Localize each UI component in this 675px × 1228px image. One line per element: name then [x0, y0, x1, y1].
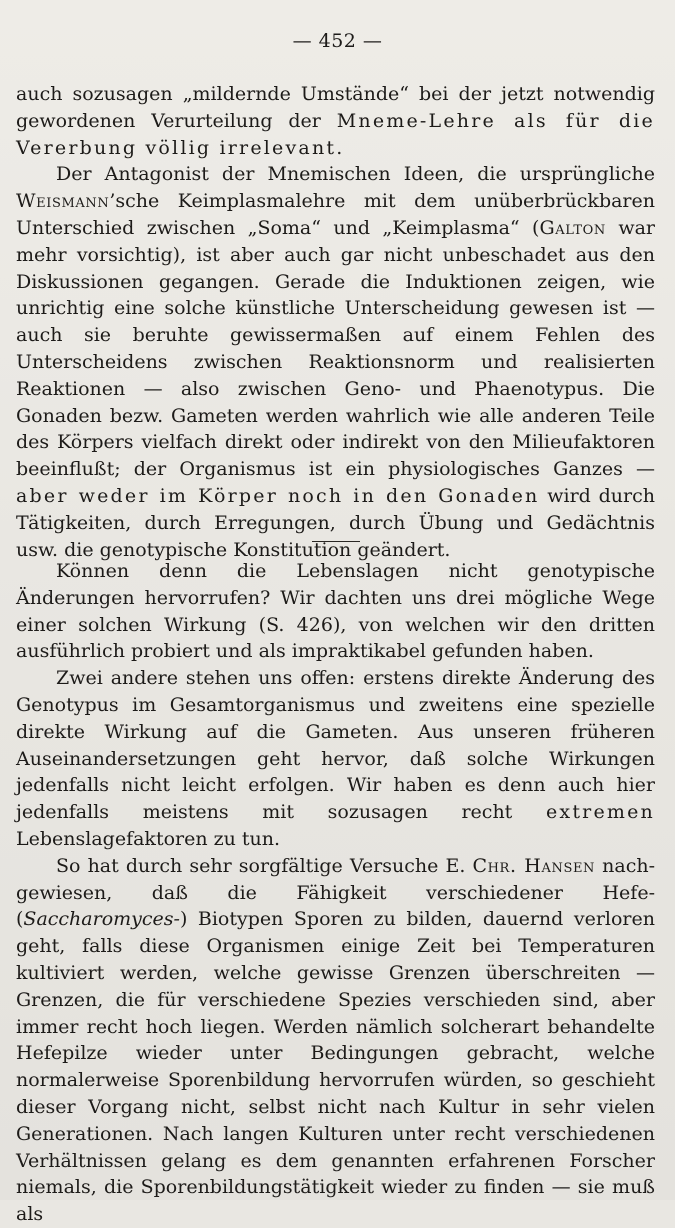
paragraph-5-text-c: ) Biotypen Sporen zu bilden, dauernd verloren geht, falls diese Organismen einige Zeit bei Temperaturen kultiviert werden, welche gewisse Grenzen überschreiten — Grenzen, die für verschiedene Spezies verschieden sind, aber immer recht hoch liegen. Werden nämlich solcherart behandelte Hefepilze wieder unter Bedingungen gebracht, welche normalerweise Sporenbildung hervorrufen würden, so geschieht dieser Vorgang nicht, selbst nicht nach Kultur in sehr vielen Generationen. Nach langen Kulturen unter recht verschiedenen Verhältnissen gelang es dem genannten erfahrenen Forscher niemals, die Sporenbildungstätigkeit wieder zu finden — sie muß als [16, 908, 655, 1226]
paragraph-4-spaced-text: extremen [545, 801, 655, 824]
paragraph-2-text-d: wird durch Tätigkeiten, durch Erregungen, durch Übung und Gedächtnis usw. die genotypische Konstitution geändert. [16, 484, 655, 561]
text-block-lower [16, 558, 655, 1228]
author-name-weismann: Weismann [16, 190, 110, 213]
section-divider [312, 541, 360, 542]
paragraph-1-text-a: auch sozusagen „mildernde Umstände“ bei der jetzt notwendig gewordenen Verurteilung der [16, 83, 655, 132]
text-block-upper [16, 81, 655, 563]
paragraph-5 [16, 853, 655, 1228]
paragraph-2-text-c: war mehr vorsichtig), ist aber auch gar nicht unbeschadet aus den Diskussionen gegangen. Gerade die Induktionen zeigen, wie unrichtig eine solche künstliche Unterscheidung gewesen ist — auch sie beruhte gewissermaßen auf einem Fehlen des Unterscheidens zwischen Reaktionsnorm und realisierten Reaktionen — also zwischen Geno- und Phaenotypus. Die Gonaden bezw. Gameten werden wahrlich wie alle anderen Teile des Körpers vielfach direkt oder indirekt von den Milieufaktoren beeinflußt; der Organismus ist ein physiologisches Ganzes — [16, 216, 656, 481]
genus-name-saccharomyces: Saccharomyces- [23, 908, 180, 931]
paragraph-3: Können denn die Lebenslagen nicht genotypische Änderungen hervorrufen? Wir dachten uns drei mögliche Wege einer solchen Wirkung (S. 426), von welchen wir den dritten ausführlich probiert und als impraktikabel gefunden haben. [16, 560, 655, 663]
paragraph-4 [16, 665, 655, 853]
page-number: — 452 — [292, 30, 383, 52]
paragraph-5-text-b: nachgewiesen, daß die Fähigkeit verschiedener Hefe- ( [16, 854, 655, 931]
paragraph-2-spaced-text: aber weder im Körper noch in den Gonaden [16, 484, 540, 507]
paragraph-1-spaced-text: Mneme-Lehre als für die Vererbung völlig irrelevant [16, 109, 655, 159]
paragraph-1 [16, 81, 655, 161]
paragraph-2-text-b: ’sche Keimplasmalehre mit dem unüberbrückbaren Unterschied zwischen „Soma“ und „Keimplasma“ ( [16, 190, 655, 239]
author-name-hansen: Chr. Hansen [472, 854, 596, 877]
paragraph-4-text-a: Zwei andere stehen uns offen: erstens direkte Änderung des Genotypus im Gesamtorganismus und zweitens eine spezielle direkte Wirkung auf die Gameten. Aus unseren früheren Auseinandersetzungen geht hervor, daß solche Wirkungen jedenfalls nicht leicht erfolgen. Wir haben es denn auch hier jedenfalls meistens mit sozusagen recht [16, 667, 655, 824]
paragraph-2-text-a: Der Antagonist der Mnemischen Ideen, die ursprüngliche [56, 163, 655, 186]
paragraph-2 [16, 161, 655, 563]
paragraph-4-text-b: Lebenslagefaktoren zu tun. [16, 827, 281, 850]
paragraph-5-text-a: So hat durch sehr sorgfältige Versuche E. [56, 854, 473, 877]
paragraph-1-text-b: . [336, 136, 343, 159]
author-name-galton: Galton [539, 216, 606, 239]
